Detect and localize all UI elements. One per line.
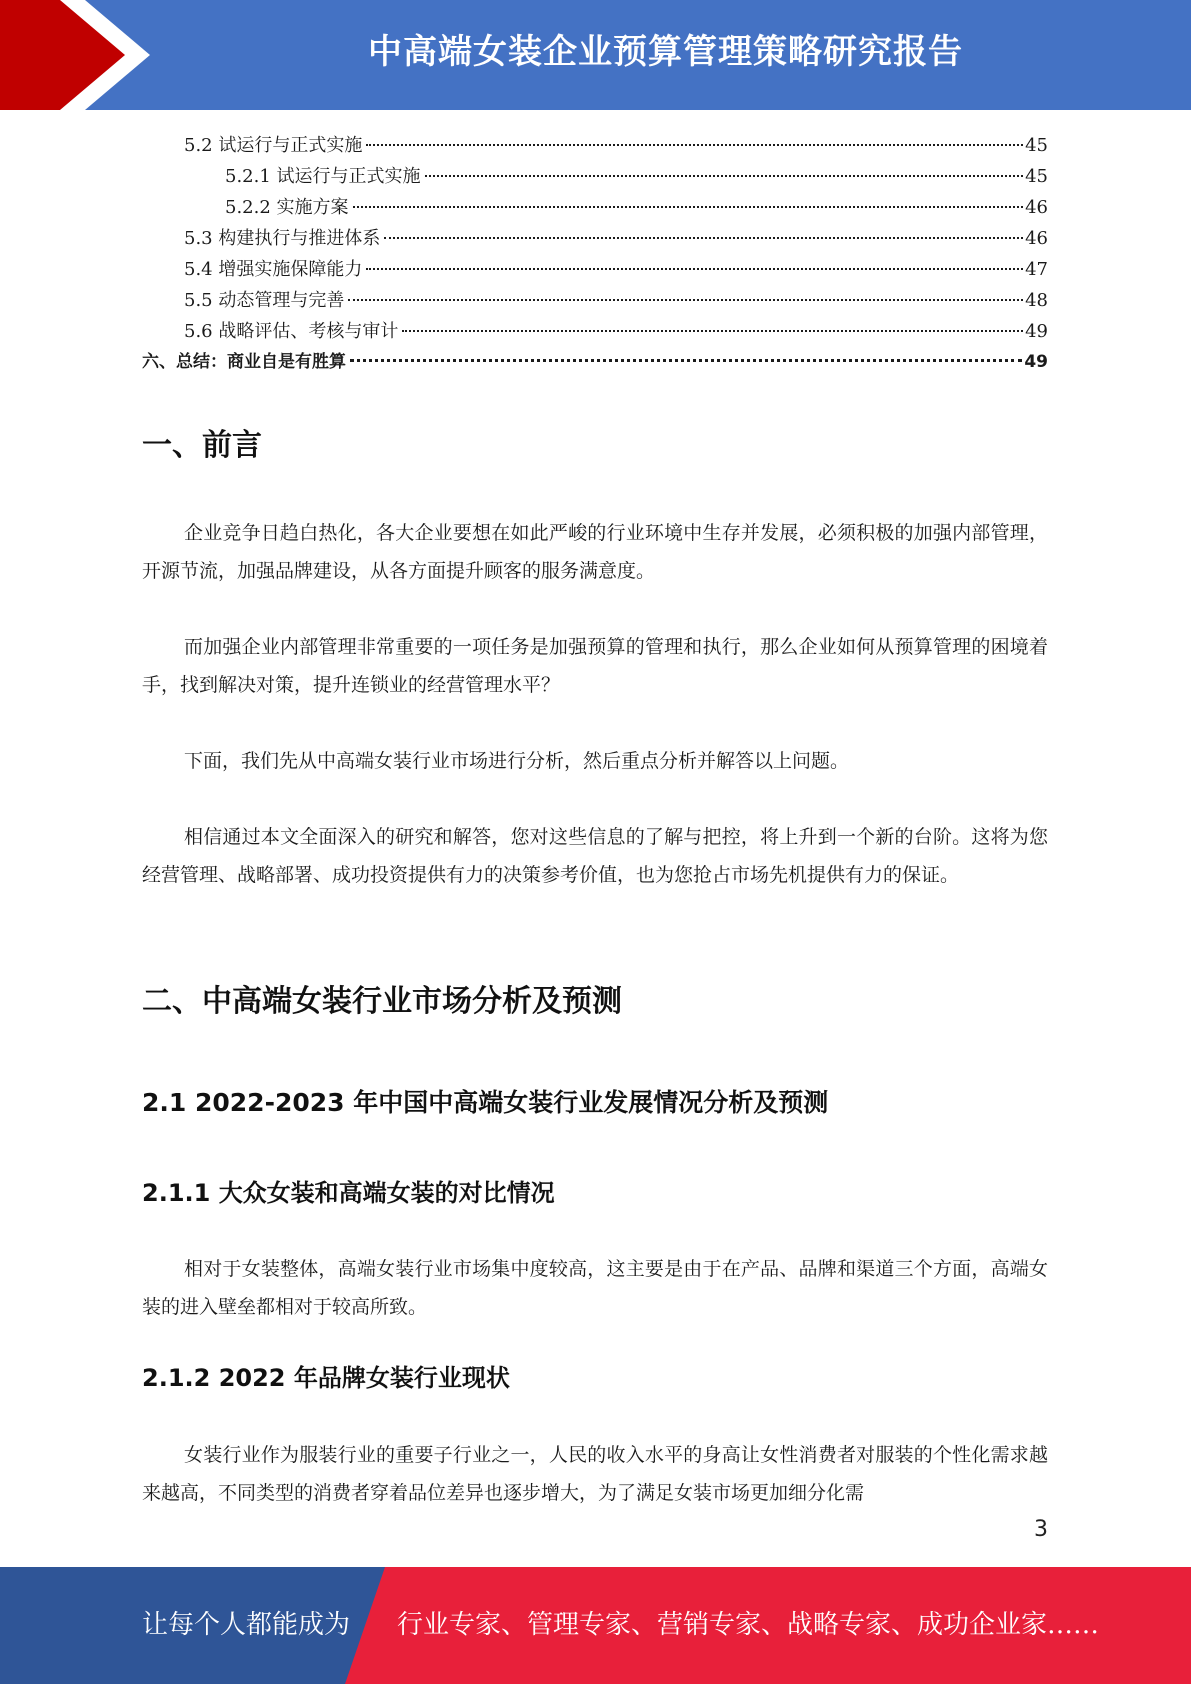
- page-footer: [0, 1567, 1191, 1684]
- header-chevron-decoration: [0, 0, 160, 110]
- toc-leader-dots: [384, 237, 1023, 239]
- page-number: 3: [1034, 1517, 1048, 1542]
- toc-entry[interactable]: [142, 130, 1048, 161]
- toc-entry-label: 六、总结：商业自是有胜算: [142, 352, 346, 372]
- toc-entry-page: 49: [1025, 321, 1048, 342]
- subsection-heading: 2.1 2022-2023 年中国中高端女装行业发展情况分析及预测: [142, 1088, 829, 1117]
- toc-entry[interactable]: [142, 192, 1048, 223]
- toc-leader-dots: [402, 330, 1023, 332]
- toc-leader-dots: [353, 206, 1024, 208]
- toc-entry-page: 49: [1024, 352, 1048, 372]
- toc-entry-label: 5.2.2 实施方案: [225, 197, 349, 218]
- toc-entry-page: 46: [1025, 197, 1048, 218]
- subsection-heading: 2.1.2 2022 年品牌女装行业现状: [142, 1364, 510, 1392]
- paragraph: 相信通过本文全面深入的研究和解答，您对这些信息的了解与把控，将上升到一个新的台阶。这将为您经营管理、战略部署、成功投资提供有力的决策参考价值，也为您抢占市场先机提供有力的保证。: [142, 826, 1048, 886]
- toc-entry-label: 5.4 增强实施保障能力: [184, 259, 363, 280]
- toc-entry-page: 46: [1025, 228, 1048, 249]
- toc-entry-page: 45: [1025, 135, 1048, 156]
- toc-entry-label: 5.2 试运行与正式实施: [184, 135, 363, 156]
- toc-leader-dots: [366, 144, 1023, 146]
- subsection-heading: 2.1.1 大众女装和高端女装的对比情况: [142, 1179, 555, 1207]
- toc-entry-label: 5.6 战略评估、考核与审计: [184, 321, 399, 342]
- toc-entry-page: 48: [1025, 290, 1048, 311]
- footer-slogan-right: 行业专家、管理专家、营销专家、战略专家、成功企业家……: [397, 1610, 1100, 1640]
- toc-entry-label: 5.3 构建执行与推进体系: [184, 228, 381, 249]
- page-header: [0, 0, 1191, 110]
- toc-entry[interactable]: [142, 347, 1048, 378]
- toc-entry-label: 5.2.1 试运行与正式实施: [225, 166, 421, 187]
- toc-leader-dots: [366, 268, 1023, 270]
- section-heading-market: 二、中高端女装行业市场分析及预测: [142, 984, 622, 1019]
- toc-entry[interactable]: [142, 316, 1048, 347]
- section-heading-preface: 一、前言: [142, 428, 262, 463]
- paragraph: 女装行业作为服装行业的重要子行业之一，人民的收入水平的身高让女性消费者对服装的个性化需求越来越高，不同类型的消费者穿着品位差异也逐步增大，为了满足女装市场更加细分化需: [142, 1444, 1048, 1504]
- footer-slogan-left: 让每个人都能成为: [142, 1610, 351, 1640]
- paragraph: 而加强企业内部管理非常重要的一项任务是加强预算的管理和执行，那么企业如何从预算管理的困境着手，找到解决对策，提升连锁业的经营管理水平？: [142, 636, 1048, 696]
- toc-entry-page: 45: [1025, 166, 1048, 187]
- paragraph: 下面，我们先从中高端女装行业市场进行分析，然后重点分析并解答以上问题。: [184, 750, 850, 772]
- toc-entry[interactable]: [142, 161, 1048, 192]
- paragraph: 相对于女装整体，高端女装行业市场集中度较高，这主要是由于在产品、品牌和渠道三个方面，高端女装的进入壁垒都相对于较高所致。: [142, 1258, 1048, 1318]
- toc-entry[interactable]: [142, 223, 1048, 254]
- toc-entry[interactable]: [142, 254, 1048, 285]
- toc-leader-dots: [425, 175, 1024, 177]
- toc-leader-dots: [348, 299, 1023, 301]
- toc-entry[interactable]: [142, 285, 1048, 316]
- paragraph: 企业竞争日趋白热化，各大企业要想在如此严峻的行业环境中生存并发展，必须积极的加强内部管理，开源节流，加强品牌建设，从各方面提升顾客的服务满意度。: [142, 522, 1048, 582]
- toc-entry-page: 47: [1025, 259, 1048, 280]
- toc-entry-label: 5.5 动态管理与完善: [184, 290, 345, 311]
- document-title: 中高端女装企业预算管理策略研究报告: [368, 32, 963, 72]
- toc-leader-dots: [350, 359, 1022, 362]
- table-of-contents: [142, 130, 1048, 378]
